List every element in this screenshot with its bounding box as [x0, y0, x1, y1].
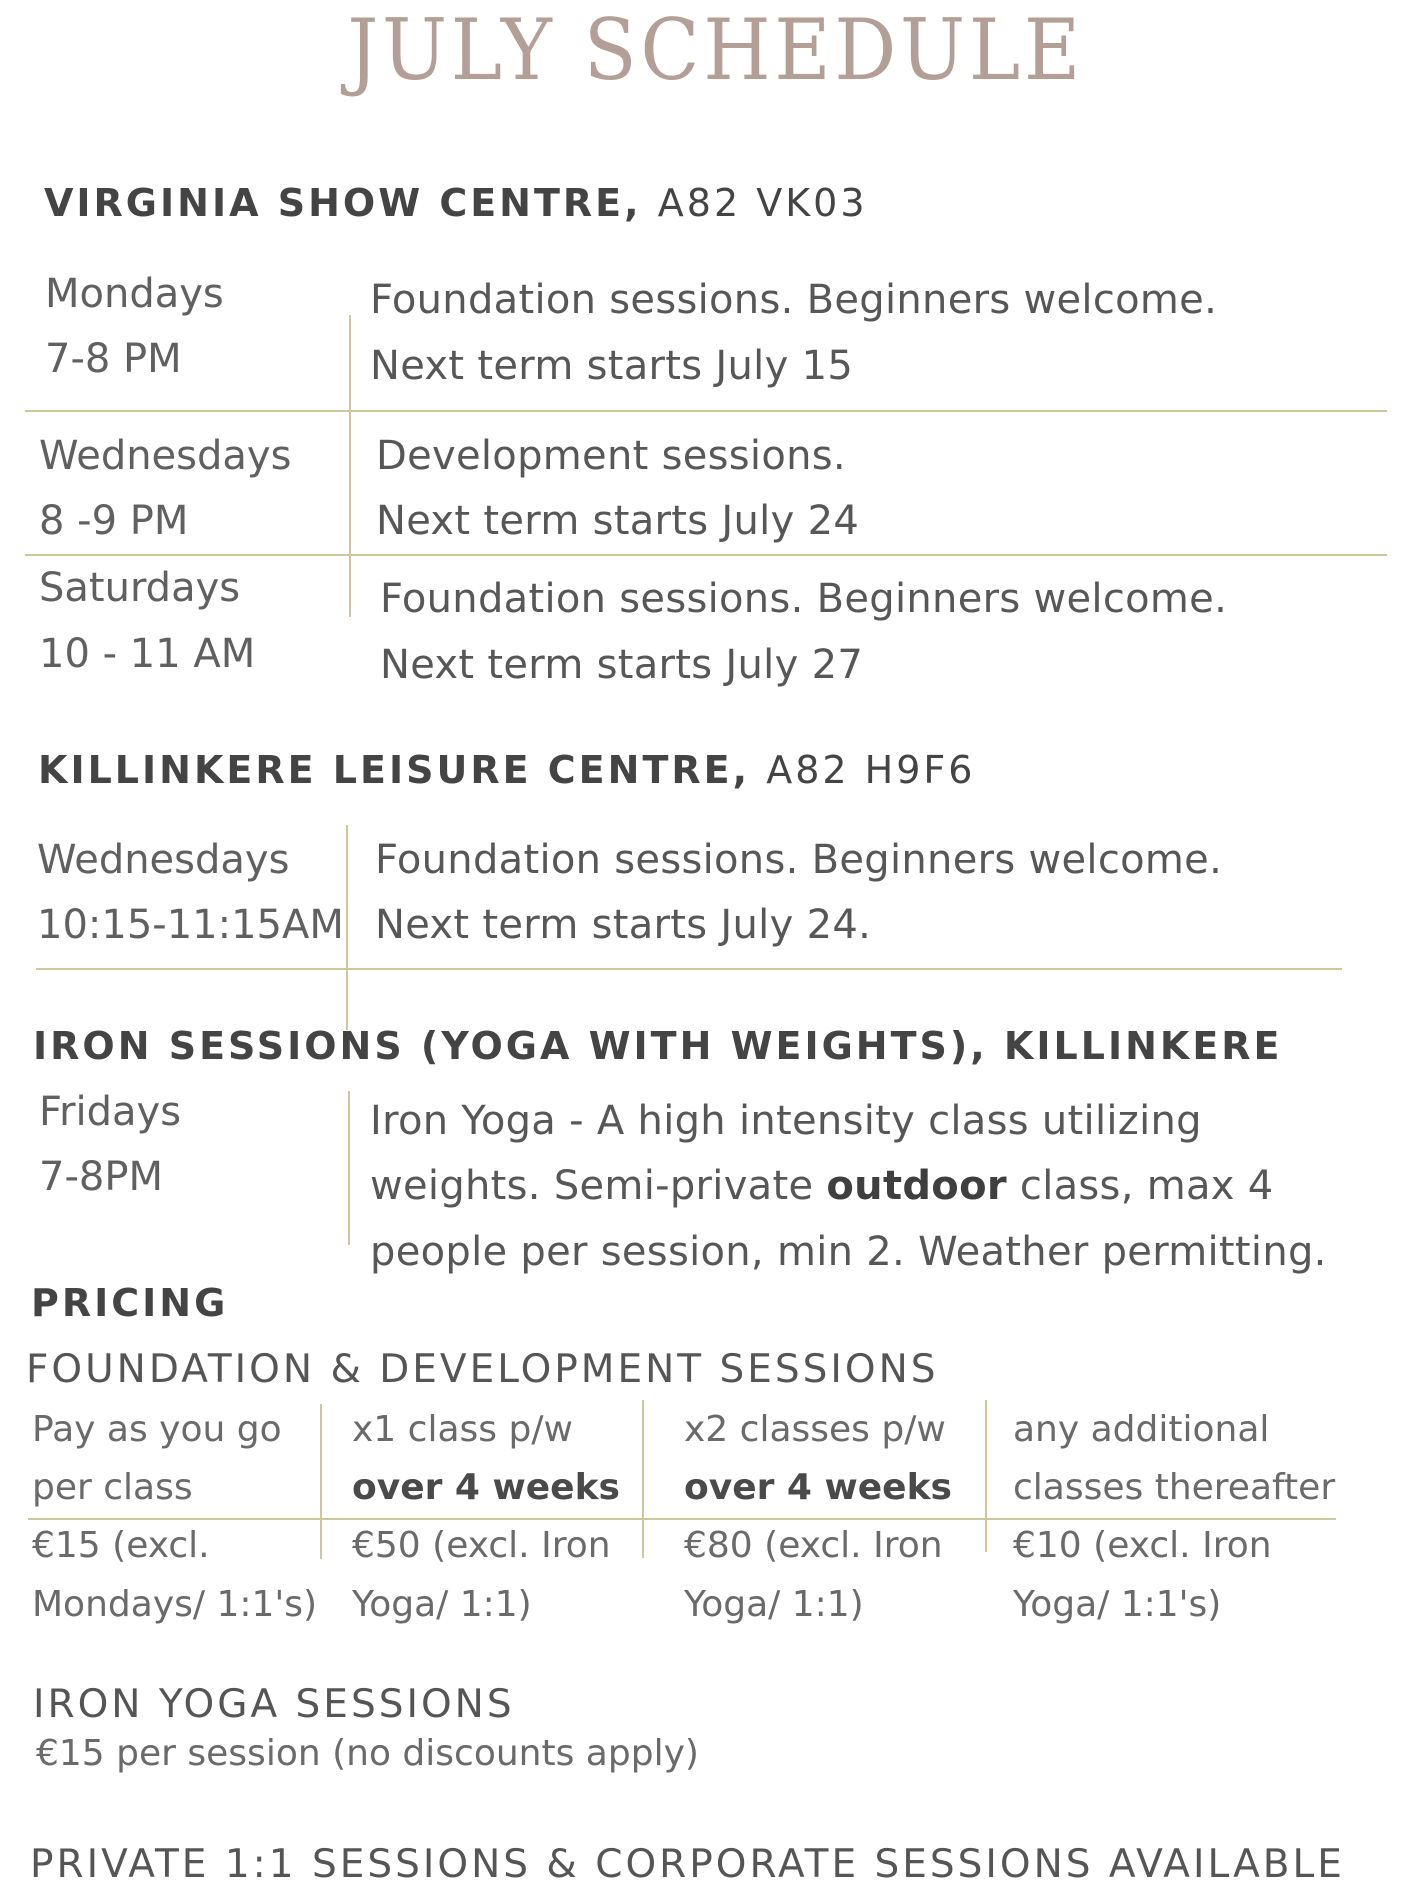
column-divider — [985, 1400, 987, 1552]
schedule-description: Foundation sessions. Beginners welcome. — [375, 837, 1223, 883]
schedule-day: Wednesdays — [37, 837, 290, 883]
pricing-heading: PRICING — [31, 1281, 229, 1325]
venue-name: KILLINKERE LEISURE CENTRE, — [38, 748, 751, 792]
pricing-column-header: over 4 weeks — [684, 1467, 952, 1508]
schedule-time: 10:15-11:15AM — [37, 902, 344, 948]
pricing-column-header: any additional — [1013, 1409, 1270, 1450]
schedule-description: Development sessions. — [376, 433, 846, 479]
footer-note: PRIVATE 1:1 SESSIONS & CORPORATE SESSIONS AVAILABLE — [30, 1842, 1345, 1887]
venue-heading-killinkere — [38, 748, 976, 792]
column-divider — [642, 1400, 644, 1558]
iron-yoga-heading: IRON YOGA SESSIONS — [33, 1682, 515, 1727]
pricing-value: Yoga/ 1:1) — [684, 1584, 864, 1625]
schedule-description: Foundation sessions. Beginners welcome. — [370, 277, 1218, 323]
pricing-column-header: x2 classes p/w — [684, 1409, 946, 1450]
row-divider — [25, 410, 1387, 412]
schedule-day: Wednesdays — [39, 433, 292, 479]
schedule-next-term: Next term starts July 24 — [376, 498, 860, 544]
schedule-description: Foundation sessions. Beginners welcome. — [380, 576, 1228, 622]
column-divider — [348, 1091, 350, 1245]
schedule-description: people per session, min 2. Weather permitting. — [370, 1229, 1327, 1275]
schedule-next-term: Next term starts July 15 — [370, 343, 854, 389]
pricing-value: Yoga/ 1:1's) — [1013, 1584, 1222, 1625]
pricing-column-header: per class — [32, 1467, 193, 1508]
pricing-subheading: FOUNDATION & DEVELOPMENT SESSIONS — [26, 1347, 939, 1392]
schedule-day: Mondays — [45, 271, 224, 317]
schedule-description: weights. Semi-private outdoor class, max 4 — [370, 1163, 1274, 1209]
pricing-value: €50 (excl. Iron — [352, 1525, 611, 1566]
pricing-value: €15 (excl. — [32, 1525, 210, 1566]
column-divider — [349, 315, 351, 617]
pricing-column-header: Pay as you go — [32, 1409, 282, 1450]
venue-heading-virginia — [44, 181, 868, 225]
venue-heading-iron-sessions: IRON SESSIONS (YOGA WITH WEIGHTS), KILLINKERE — [33, 1024, 1283, 1068]
pricing-column-header: x1 class p/w — [352, 1409, 573, 1450]
schedule-time: 7-8 PM — [45, 336, 182, 382]
schedule-next-term: Next term starts July 24. — [375, 902, 872, 948]
schedule-day: Fridays — [39, 1089, 182, 1135]
venue-name: VIRGINIA SHOW CENTRE, — [44, 181, 642, 225]
pricing-value: Mondays/ 1:1's) — [32, 1584, 318, 1625]
pricing-value: Yoga/ 1:1) — [352, 1584, 532, 1625]
iron-yoga-price: €15 per session (no discounts apply) — [36, 1733, 699, 1774]
pricing-value: €10 (excl. Iron — [1013, 1525, 1272, 1566]
schedule-time: 7-8PM — [39, 1154, 163, 1200]
schedule-next-term: Next term starts July 27 — [380, 642, 864, 688]
page-title: JULY SCHEDULE — [347, 1, 1084, 99]
schedule-time: 8 -9 PM — [39, 498, 189, 544]
row-divider — [25, 554, 1387, 556]
schedule-day: Saturdays — [39, 565, 241, 611]
pricing-value: €80 (excl. Iron — [684, 1525, 943, 1566]
row-divider — [28, 1518, 1336, 1520]
pricing-column-header: classes thereafter — [1013, 1467, 1336, 1508]
schedule-description: Iron Yoga - A high intensity class utilizing — [370, 1098, 1202, 1144]
column-divider — [320, 1404, 322, 1559]
column-divider — [346, 825, 348, 1030]
row-divider — [36, 968, 1342, 970]
venue-eircode: A82 H9F6 — [766, 748, 976, 792]
venue-eircode: A82 VK03 — [657, 181, 868, 225]
schedule-time: 10 - 11 AM — [39, 631, 256, 677]
pricing-column-header: over 4 weeks — [352, 1467, 620, 1508]
